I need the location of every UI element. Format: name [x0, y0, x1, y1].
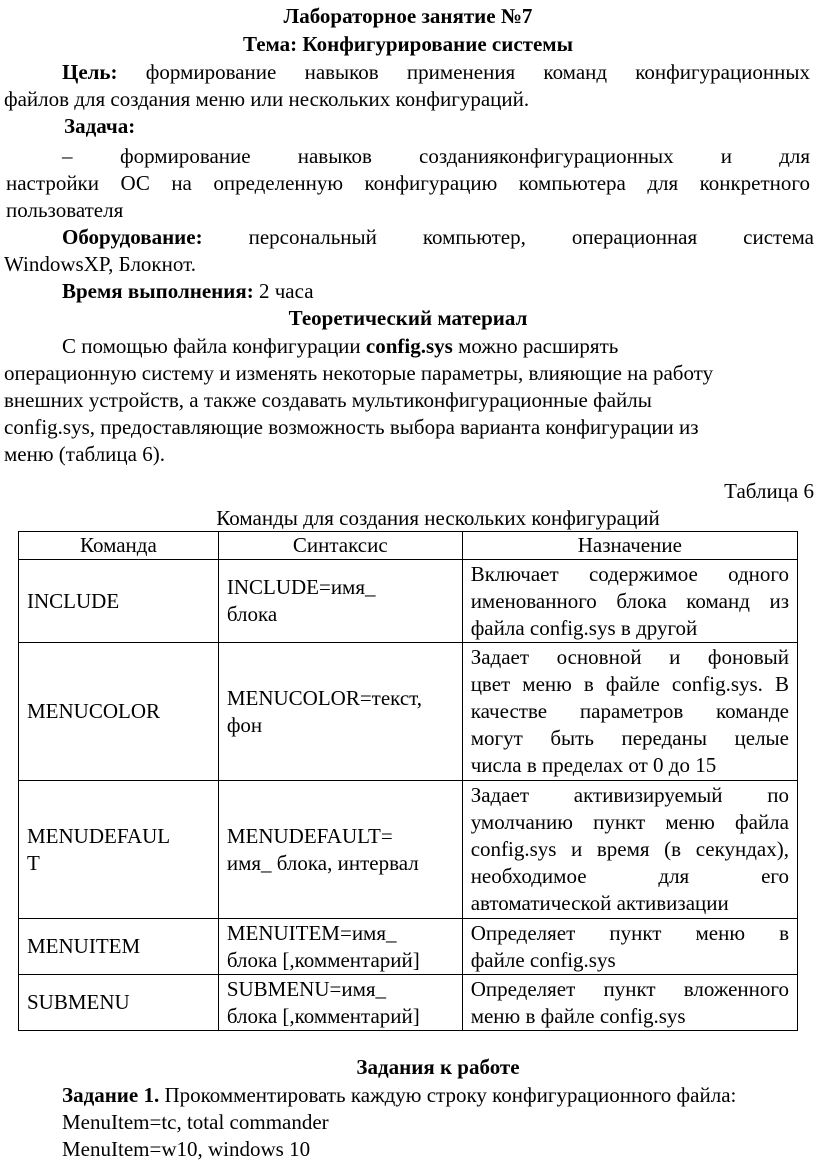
- task-label: Задача:: [64, 114, 136, 138]
- task-line1: формирование навыков созданияконфигурационных и для: [120, 144, 810, 168]
- goal-label: Цель:: [62, 60, 118, 84]
- cell-syntax: MENUITEM=имя_ блока [,комментарий]: [218, 919, 462, 975]
- theory-line1: С помощью файла конфигурации config.sys можно расширять: [62, 334, 619, 358]
- task1-text: Прокомментировать каждую строку конфигурационного файла:: [164, 1083, 737, 1107]
- table-row: [19, 919, 798, 975]
- table-row: [19, 781, 798, 919]
- task-line3: пользователя: [6, 198, 124, 222]
- cell-command: MENUITEM: [19, 919, 219, 975]
- lab-topic: Тема: Конфигурирование системы: [242, 32, 573, 56]
- task-line2: настройки ОС на определенную конфигурацию компьютера для конкретного: [6, 171, 810, 195]
- table-number: Таблица 6: [724, 479, 814, 503]
- cell-purpose: Определяет пункт меню в файле config.sys: [462, 919, 797, 975]
- cell-command: MENUDEFAUL T: [19, 781, 219, 919]
- header-syntax: Синтаксис: [218, 532, 462, 560]
- equipment-line2: WindowsXP, Блокнот.: [4, 252, 196, 276]
- goal-text-2: файлов для создания меню или нескольких конфигураций.: [4, 87, 530, 111]
- commands-table: [18, 531, 798, 1031]
- cell-syntax: INCLUDE=имя_ блока: [218, 560, 462, 643]
- cell-purpose: Определяет пункт вложенного меню в файле config.sys: [462, 975, 797, 1031]
- task1-line: [62, 1082, 736, 1109]
- theory-heading: Теоретический материал: [288, 306, 528, 330]
- task1-label: Задание 1.: [62, 1083, 160, 1107]
- goal-line1: [62, 59, 810, 86]
- cell-command: SUBMENU: [19, 975, 219, 1031]
- equipment-label: Оборудование:: [62, 225, 203, 249]
- cell-purpose: Задает основной и фоновый цвет меню в файле config.sys. В качестве параметров команде могут быть переданы целые числа в пределах от 0 до 15: [462, 643, 797, 781]
- equipment-line1: [62, 224, 814, 251]
- theory-line2: операционную систему и изменять некоторые параметры, влияющие на работу: [4, 361, 714, 385]
- assignments-heading: Задания к работе: [356, 1055, 520, 1079]
- theory-line5: меню (таблица 6).: [4, 442, 165, 466]
- config-line-2: MenuItem=w10, windows 10: [62, 1137, 311, 1161]
- cell-purpose: Задает активизируемый по умолчанию пункт меню файла config.sys и время (в секундах), необходимое для его автоматической активизации: [462, 781, 797, 919]
- theory-line3: внешних устройств, а также создавать мультиконфигурационные файлы: [4, 388, 652, 412]
- theory-line4: config.sys, предоставляющие возможность выбора варианта конфигурации из: [4, 415, 699, 439]
- config-line-1: MenuItem=tc, total commander: [62, 1110, 329, 1134]
- table-row: [19, 643, 798, 781]
- cell-command: MENUCOLOR: [19, 643, 219, 781]
- config-sys-term: config.sys: [365, 334, 453, 358]
- task-dash: –: [62, 144, 73, 168]
- goal-text-1: формирование навыков применения команд конфигурационных: [145, 60, 811, 84]
- time-label: Время выполнения:: [62, 279, 254, 303]
- table-row: [19, 975, 798, 1031]
- table-row: [19, 560, 798, 643]
- header-purpose: Назначение: [462, 532, 797, 560]
- cell-purpose: Включает содержимое одного именованного блока команд из файла config.sys в другой: [462, 560, 797, 643]
- cell-command: INCLUDE: [19, 560, 219, 643]
- table-caption: Команды для создания нескольких конфигураций: [216, 506, 660, 530]
- equipment-text-1: персональный компьютер, операционная система: [248, 225, 814, 249]
- cell-syntax: MENUDEFAULT= имя_ блока, интервал: [218, 781, 462, 919]
- cell-syntax: SUBMENU=имя_ блока [,комментарий]: [218, 975, 462, 1031]
- table-header-row: [19, 532, 798, 560]
- lab-title: Лабораторное занятие №7: [283, 4, 533, 28]
- cell-syntax: MENUCOLOR=текст, фон: [218, 643, 462, 781]
- time-line: [62, 278, 314, 305]
- header-command: Команда: [19, 532, 219, 560]
- time-value: 2 часа: [259, 279, 314, 303]
